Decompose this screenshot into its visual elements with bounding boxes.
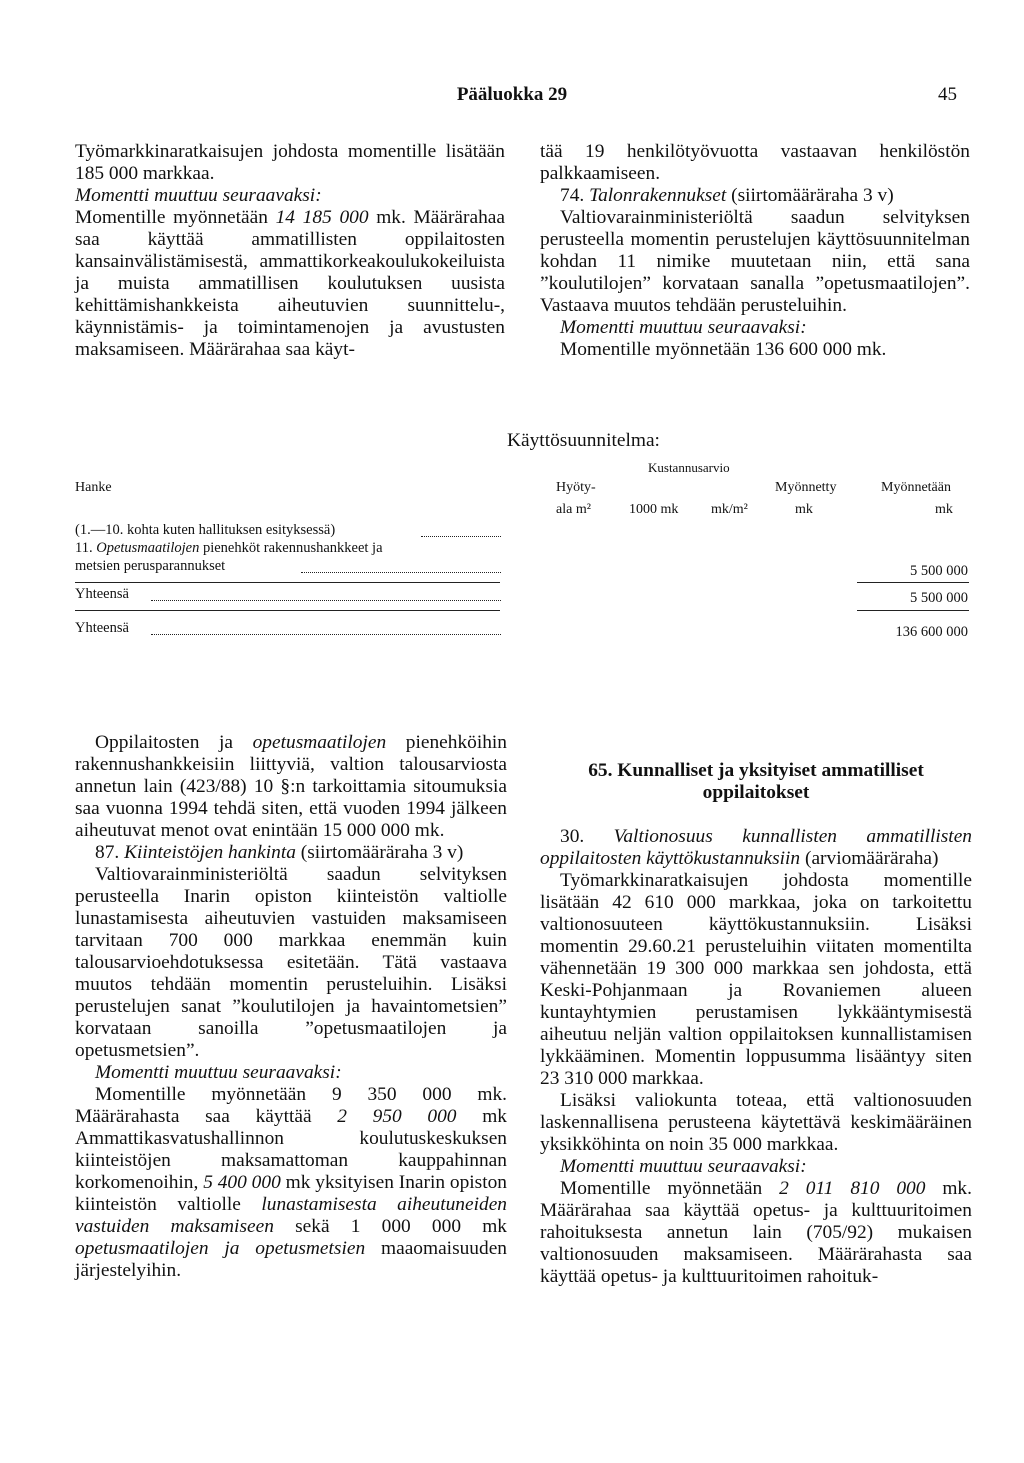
text-run: mk Ammattikasvatushallinnon koulutuskeskuksen kiinteistöjen maksamattoman kauppahinnan korkomenoihin, [75,1106,507,1193]
text-run: pienehköt rakennushankkeet ja [199,540,383,556]
item-heading [540,185,970,207]
text-run: Momentille myönnetään [560,1178,780,1199]
item-type: (siirtomääräraha 3 v) [295,842,464,863]
leader-dots [151,634,501,635]
item-heading [75,842,507,864]
paragraph: Työmarkkinaratkaisujen johdosta momentille lisätään 185 000 markkaa. [75,141,505,184]
text-run: pienehköihin rakennushankkeisiin liittyviä, valtion talousarviosta annetun lain (423/88) 10 §:n tarkoittamia sitoumuksia saa vuonna 1994 tehdä siten, että vuoden 1994 jälkeen aiheutuvat menot ovat enintään 15 000 000 mk. [75,732,507,841]
paragraph: Valtiovarainministeriöltä saadun selvityksen perusteella momentin perustelujen käyttösuunnitelman kohdan 11 nimike muutetaan niin, että sana ”koulutilojen” korvataan sanalla ”opetusmaatilojen”. Vastaava muutos tehdään perusteluihin. [540,207,970,316]
amount-italic: 5 400 000 [203,1172,281,1193]
text-run-italic: opetusmaatilojen ja opetusmetsien [75,1238,366,1259]
amount-italic: 2 950 000 [337,1106,457,1127]
paragraph [75,732,507,842]
text-run: Momentille myönnetään [75,207,276,228]
momentti-muuttuu-label: Momentti muuttuu seuraavaksi: [560,1156,807,1177]
paragraph: tää 19 henkilötyövuotta vastaavan henkilöstön palkkaamiseen. [540,141,970,184]
text-run-italic: opetusmaatilojen [252,732,387,753]
paragraph [75,207,505,361]
text-run: mk. Määrärahaa saa käyttää ammatillisten oppilaitosten kansainvälistämisestä, ammattikorkeakoulukokeiluista ja muista ammatillisen koulutuksen uusista kehittämishankkeista aiheutuvien suunnittelu-, käynnistämis- ja toimintamenojen ja avustusten maksamiseen. Määrärahaa saa käyt- [75,207,505,360]
header-myonnetty-1: Myönnetty [775,480,837,495]
item-title: Valtionosuus kunnallisten ammatillisten oppilaitosten käyttökustannuksiin [540,826,972,869]
item-title: Talonrakennukset [589,185,727,206]
text-run: sekä 1 000 000 mk [273,1216,507,1237]
leader-dots [301,572,501,573]
header-mk-per-m2: mk/m² [711,502,748,517]
page-number: 45 [938,84,957,105]
running-header-title: Pääluokka 29 [456,84,568,105]
table-rule [75,610,500,611]
text-run: maaomaisuuden järjestelyihin. [75,1238,507,1281]
paragraph: Lisäksi valiokunta toteaa, että valtionosuuden laskennallisena perusteena käytettävä keskimääräinen yksikköhinta on noin 35 000 markkaa. [540,1090,972,1155]
table-rule [857,582,969,583]
section-heading: 65. Kunnalliset ja yksityiset ammatilliset oppilaitokset [588,760,924,803]
amount-italic: 14 185 000 [275,207,369,228]
table-title: Käyttösuunnitelma: [507,430,660,451]
table-rule [857,610,969,611]
bottom-left-column [75,732,507,1282]
table-rule [75,582,500,583]
table-row-label-line2: metsien perusparannukset [75,558,226,574]
item-number: 74. [560,185,590,206]
amount-italic: 2 011 810 000 [779,1178,926,1199]
header-1000mk: 1000 mk [629,502,679,517]
text-run: Momentille myönnetään 9 350 000 mk. Määrärahasta saa käyttää [75,1084,507,1127]
item-number: 87. [95,842,125,863]
table-row-label: (1.—10. kohta kuten hallituksen esityksessä) [75,522,336,538]
leader-dots [151,600,501,601]
spacer [540,804,972,826]
item-number: 30. [560,826,614,847]
item-heading [540,826,972,870]
paragraph [540,1178,972,1288]
total-label: Yhteensä [75,620,129,636]
leader-dots [421,536,501,537]
header-hanke: Hanke [75,480,112,495]
text-run: Oppilaitosten ja [95,732,253,753]
table-row-label [75,540,383,557]
header-myonnetty-2: mk [795,502,813,517]
header-hyotyala-2: ala m² [556,502,591,517]
text-run: 11. [75,540,97,556]
header-hyotyala-1: Hyöty- [556,480,596,495]
bottom-right-column [540,760,972,1288]
item-type: (siirtomääräraha 3 v) [726,185,894,206]
momentti-muuttuu-label: Momentti muuttuu seuraavaksi: [75,185,322,206]
top-right-column [540,141,970,361]
item-title: Kiinteistöjen hankinta [124,842,296,863]
momentti-muuttuu-label: Momentti muuttuu seuraavaksi: [560,317,807,338]
header-kustannusarvio: Kustannusarvio [648,460,730,475]
paragraph [75,1084,507,1282]
text-run: mk yksityisen Inarin opiston kiinteistön valtiolle [75,1172,507,1215]
paragraph: Työmarkkinaratkaisujen johdosta momentille lisätään 42 610 000 markkaa, joka on tarkoitettu valtionosuuteen käyttökustannuksiin. Lisäksi momentin 29.60.21 perusteluihin viitaten momentilta vähennetään 19 300 000 markkaa sen johdosta, että Keski-Pohjanmaan ja Rovaniemen alueen kuntayhtymien perustamisen lykkääntymisestä aiheutuu neljän valtion oppilaitoksen kunnallistamisen lykkääminen. Momentin loppusumma lisääntyy siten 23 310 000 markkaa. [540,870,972,1089]
total-value: 136 600 000 [895,624,968,640]
header-myonnetaan-1: Myönnetään [881,480,951,495]
paragraph: Momentille myönnetään 136 600 000 mk. [560,339,887,360]
text-run-italic: lunastamisesta aiheutuneiden vastuiden maksamiseen [75,1194,507,1237]
top-left-column [75,141,505,361]
paragraph: Valtiovarainministeriöltä saadun selvityksen perusteella Inarin opiston kiinteistön valtiolle lunastamisesta aiheutuvien vastuiden maksamiseen tarvitaan 700 000 markkaa enemmän kuin talousarvioehdotuksessa esitetään. Tätä vastaava muutos tehdään momentin perusteluihin. Lisäksi perustelujen sanat ”koulutilojen ja havaintometsien” korvataan sanoilla ”opetusmaatilojen ja opetusmetsien”. [75,864,507,1061]
subtotal-value: 5 500 000 [910,590,968,606]
text-run: mk. Määrärahaa saa käyttää opetus- ja kulttuuritoimen rahoituksesta annetun lain (705/92) mukaisen valtionosuuden maksamiseen. Määrärahasta saa käyttää opetus- ja kulttuuritoimen rahoituk- [540,1178,972,1287]
header-myonnetaan-2: mk [935,502,953,517]
text-run-italic: Opetusmaatilojen [96,540,200,556]
momentti-muuttuu-label: Momentti muuttuu seuraavaksi: [95,1062,342,1083]
table-row-value: 5 500 000 [910,563,968,579]
subtotal-label: Yhteensä [75,586,129,602]
item-type: (arviomääräraha) [800,848,939,869]
